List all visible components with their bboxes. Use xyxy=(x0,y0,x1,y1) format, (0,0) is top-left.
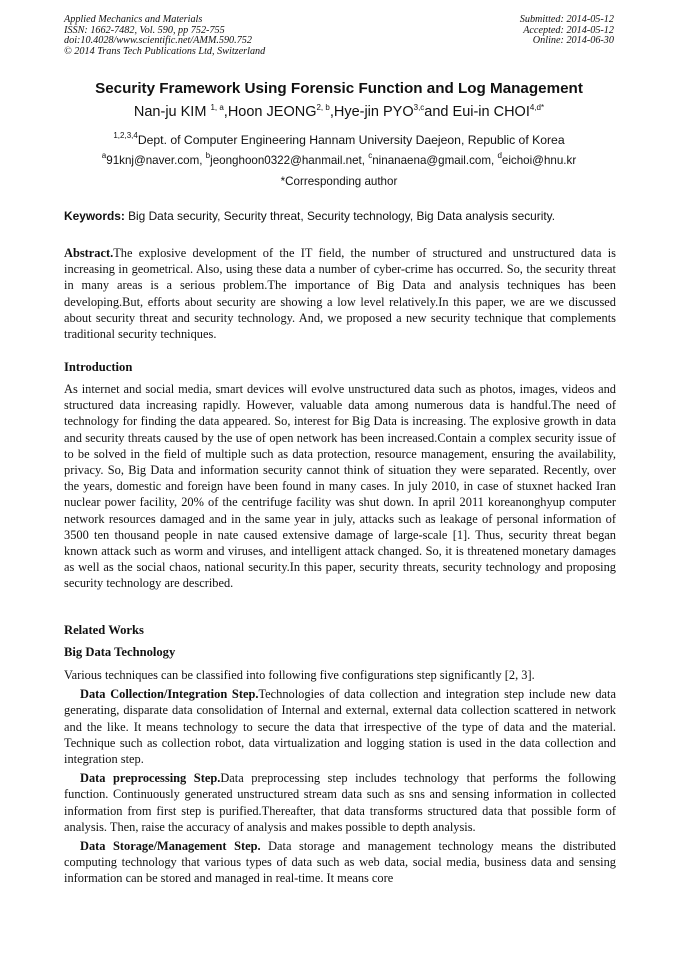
step-text: Technologies of data collection and integration step include new data generating, disparate data consolidation of Internal and external, external data collection scattered in network and the like. It means technology to secure the data that irrespective of the type of data and the material. Technique such as collection robot, data virtualization and logging station is used in the data collection and integration step. xyxy=(64,687,616,767)
affiliation xyxy=(0,133,678,147)
corresponding-author-note: *Corresponding author xyxy=(280,175,398,188)
introduction-body xyxy=(64,381,616,592)
author-name: and Eui-in CHOI xyxy=(424,104,530,120)
journal-issn: ISSN: 1662-7482, Vol. 590, pp 752-755 xyxy=(64,24,225,36)
step-text: Data preprocessing step includes technology that performs the following function. Continuously generated unstructured stream data such as sns and sensing information in collected information from first step is purified.Thereafter, that data transforms structured data that possible form of analysis. Then, raise the accuracy of analysis and makes possible to depth analysis. xyxy=(64,771,616,834)
author-sup: 1, a xyxy=(210,103,224,112)
keywords-label: Keywords: xyxy=(64,209,125,223)
paper-title: Security Framework Using Forensic Function and Log Management xyxy=(95,80,583,97)
author-name: Nan-ju KIM xyxy=(133,104,211,120)
big-data-technology-heading: Big Data Technology xyxy=(64,645,176,659)
keywords xyxy=(64,209,616,223)
step-collection xyxy=(64,686,616,767)
author-sup: 2, b xyxy=(316,103,330,112)
step-label: Data Storage/Management Step. xyxy=(80,839,261,854)
email[interactable]: ninanaena@gmail.com, xyxy=(372,154,498,167)
email-sup: a xyxy=(101,151,107,160)
email[interactable]: eichoi@hnu.kr xyxy=(501,154,577,167)
author-sup: 4,d* xyxy=(529,103,545,112)
step-label: Data preprocessing Step. xyxy=(80,771,221,786)
affiliation-sup: 1,2,3,4 xyxy=(113,131,138,140)
email[interactable]: 91knj@naver.com, xyxy=(106,154,206,167)
journal-name: Applied Mechanics and Materials xyxy=(64,14,203,25)
journal-doi[interactable]: doi:10.4028/www.scientific.net/AMM.590.752 xyxy=(64,35,252,47)
introduction-text: As internet and social media, smart devices will evolve unstructured data such as photos, images, videos and structured data increasing rapidly. However, valuable data among numerous data is handful.The need of technology for finding the data appeared. So, interest for Big Data is increasing. The explosive growth in data and security threats caused by the use of open network has been increased.Contain a complex security issue of to be solved in the field of multiple such as data protection, resource management, ensuring the availability, privacy. So, Big Data and information security cannot think of situation they were separated. Recently, over the years, domestic and foreign have been found in many cases. In july 2010, in case of stuxnet hacked Iran nuclear power facility, 20% of the centrifuge facility was shut down. In april 2011 koreanonghyup computer network resources damaged and in the same year in july, attacks such as leakage of personal information of 3500 ten thousand people in nate caused extensive damage of large-scale [1]. Thus, security threat began known attack such as worm and viruses, and intelligent attack changed. So, it is threatened monetary damages as well as the social chaos, national security.In this paper, security threats, security technology and proposing security technology are described. xyxy=(64,382,616,591)
journal-copyright: © 2014 Trans Tech Publications Ltd, Switzerland xyxy=(64,45,266,57)
email[interactable]: jeonghoon0322@hanmail.net, xyxy=(210,154,369,167)
author-name: ,Hye-jin PYO xyxy=(329,104,414,120)
related-works-body xyxy=(64,667,616,887)
online-date: Online: 2014-06-30 xyxy=(532,35,614,47)
email-sup: c xyxy=(368,151,373,160)
abstract xyxy=(64,245,616,342)
accepted-date: Accepted: 2014-05-12 xyxy=(523,24,614,36)
author-name: ,Hoon JEONG xyxy=(223,104,317,120)
abstract-text: The explosive development of the IT field, the number of structured and unstructured data is increasing in geometrical. Also, using these data a number of cyber-crime has occurred. So, the security threat in many areas is a serious problem.The importance of Big Data and analysis techniques has been developing.But, efforts about security are showing a low level relatively.In this paper, we are we discussed about security threat and security technology. And, we proposed a new security technique that complements traditional security techniques. xyxy=(64,246,616,342)
email-list xyxy=(0,151,678,167)
step-storage xyxy=(64,838,616,887)
email-sup: b xyxy=(205,151,211,160)
author-sup: 3,c xyxy=(413,103,425,112)
abstract-label: Abstract. xyxy=(64,246,114,260)
related-works-intro: Various techniques can be classified into following five configurations step significantly [2, 3]. xyxy=(64,668,535,682)
submitted-date: Submitted: 2014-05-12 xyxy=(519,14,614,25)
step-preprocessing xyxy=(64,770,616,835)
keywords-text: Big Data security, Security threat, Security technology, Big Data analysis security. xyxy=(124,209,556,223)
journal-info xyxy=(64,15,265,57)
step-text: Data storage and management technology means the distributed computing technology that various types of data such as web data, social media, business data and sensing information can be stored and managed in real-time. It means core xyxy=(64,839,616,886)
related-works-heading: Related Works xyxy=(64,623,144,637)
introduction-heading: Introduction xyxy=(64,360,133,374)
email-sup: d xyxy=(497,151,502,160)
step-label: Data Collection/Integration Step. xyxy=(80,687,259,702)
author-list xyxy=(0,104,678,120)
affiliation-text: Dept. of Computer Engineering Hannam University Daejeon, Republic of Korea xyxy=(137,133,565,147)
publication-dates xyxy=(520,15,614,47)
